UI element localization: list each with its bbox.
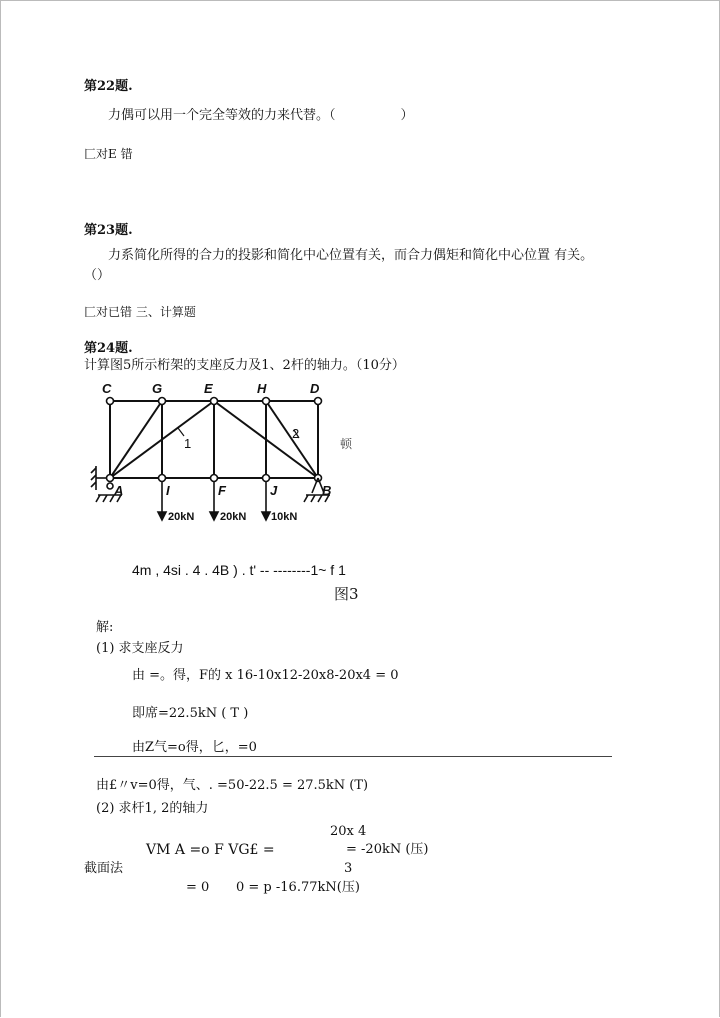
q23-body-line1: 力系简化所得的合力的投影和简化中心位置有关，而合力偶矩和简化中心位置 有关。 (108, 248, 594, 263)
step1-equation-4: 由£〃v=0得，气、. =50-22.5 = 27.5kN (T) (96, 778, 369, 793)
member-label-2: 2 (292, 426, 300, 441)
node-label-f: F (218, 483, 226, 498)
node-label-j: J (270, 483, 278, 498)
figure-dimensions: 4m , 4si . 4 . 4B ) . t' -- --------1~ f 1 (132, 562, 346, 578)
node-label-a: A (114, 483, 124, 498)
truss-figure (80, 378, 370, 528)
node-label-h: H (257, 381, 267, 396)
result-2: 0 = p -16.77kN(压) (236, 880, 360, 895)
node-label-b: B (322, 483, 332, 498)
divider-line (94, 756, 612, 757)
node-label-i: I (166, 483, 170, 498)
equation-zero: = 0 (186, 880, 210, 895)
q24-title: 第24题. (84, 341, 133, 356)
figure-side-char: 顿 (340, 437, 353, 451)
node-label-d: D (310, 381, 320, 396)
q23-title: 第23题. (84, 223, 133, 238)
q22-title: 第22题. (84, 79, 133, 94)
step1-equation-2: 即席=22.5kN ( T ) (132, 706, 249, 721)
figure-caption: 图3 (334, 585, 359, 603)
step1-equation-3: 由Z气=o得，匕，=0 (132, 740, 257, 755)
q22-options: 匚对E 错 (84, 147, 133, 161)
load-label-3: 10kN (271, 511, 298, 523)
step1-equation-1: 由 =。得，F的 x 16-10x12-20x8-20x4 = 0 (132, 668, 399, 683)
node-label-e: E (204, 381, 213, 396)
fraction-numerator: 20x 4 (330, 824, 367, 839)
moment-equation: VM A =o F VG£ = (146, 842, 275, 858)
result-1: = -20kN (压) (346, 842, 429, 857)
q24-body: 计算图5所示桁架的支座反力及1、2杆的轴力。（10分） (84, 358, 405, 373)
step2-title: (2) 求杆1, 2的轴力 (96, 801, 209, 816)
node-label-g: G (152, 381, 163, 396)
q22-body: 力偶可以用一个完全等效的力来代替。（ ） (108, 108, 414, 123)
step1-title: (1) 求支座反力 (96, 641, 184, 656)
node-label-c: C (102, 381, 112, 396)
fraction-denominator: 3 (344, 861, 353, 876)
load-label-1: 20kN (168, 511, 195, 523)
load-label-2: 20kN (220, 511, 247, 523)
solution-heading: 解: (96, 620, 114, 635)
q23-options: 匚对已错 三、计算题 (84, 305, 196, 319)
q23-body-line2: （） (84, 268, 111, 283)
member-label-1: 1 (184, 436, 192, 451)
method-label: 截面法 (84, 861, 124, 876)
